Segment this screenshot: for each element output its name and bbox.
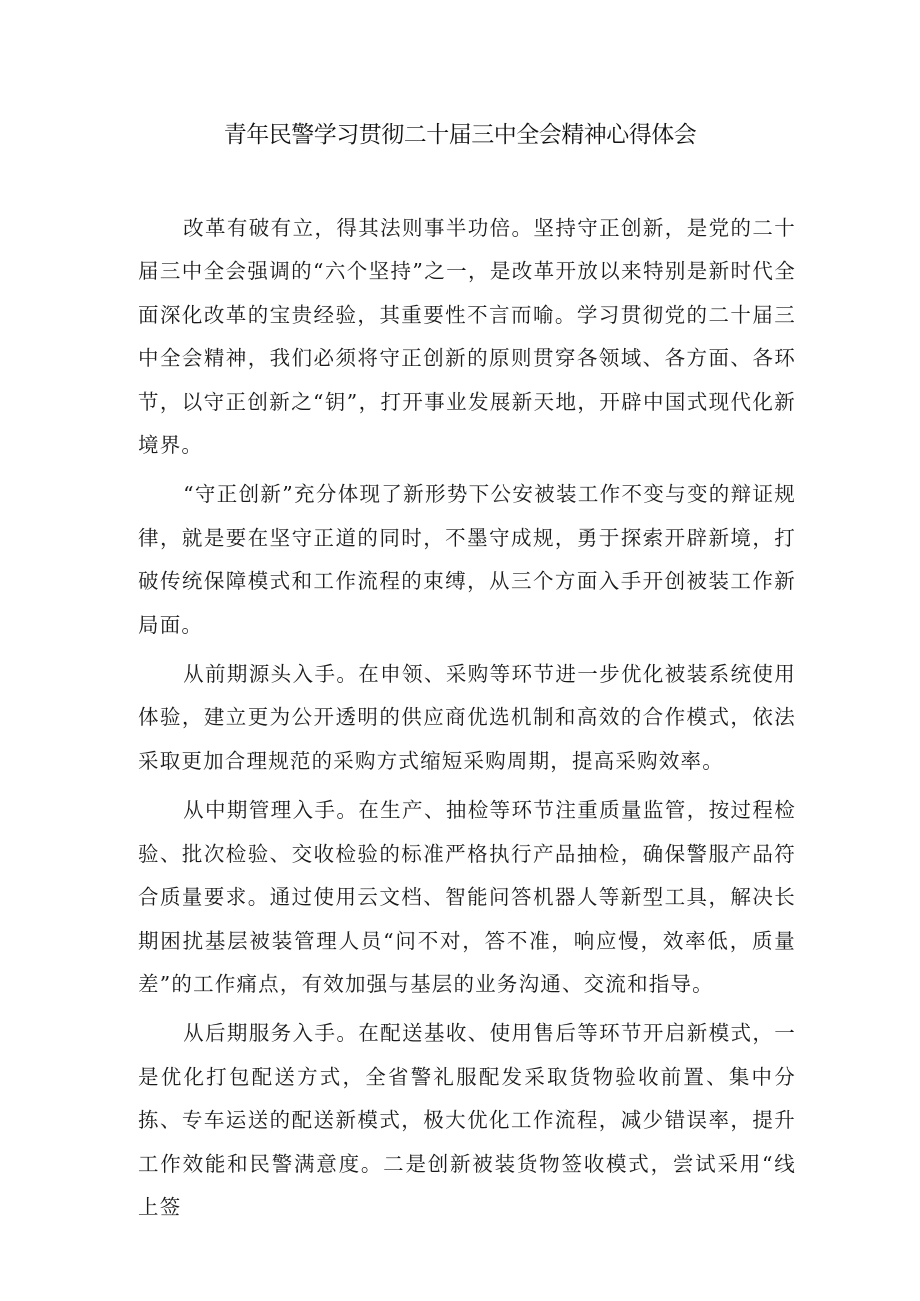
- paragraph-1: 改革有破有立，得其法则事半功倍。坚持守正创新，是党的二十届三中全会强调的“六个坚持”之一，是改革开放以来特别是新时代全面深化改革的宝贵经验，其重要性不言而喻。学习贯彻党的二十届三中全会精神，我们必须将守正创新的原则贯穿各领域、各方面、各环节，以守正创新之“钥”，打开事业发展新天地，开辟中国式现代化新境界。: [138, 216, 796, 458]
- paragraph-2: “守正创新”充分体现了新形势下公安被装工作不变与变的辩证规律，就是要在坚守正道的同时，不墨守成规，勇于探索开辟新境，打破传统保障模式和工作流程的束缚，从三个方面入手开创被装工作新局面。: [138, 482, 796, 637]
- paragraph-5: 从后期服务入手。在配送基收、使用售后等环节开启新模式，一是优化打包配送方式，全省警礼服配发采取货物验收前置、集中分拣、专车运送的配送新模式，极大优化工作流程，减少错误率，提升工作效能和民警满意度。二是创新被装货物签收模式，尝试采用“线上签: [138, 1021, 796, 1219]
- document-title: 青年民警学习贯彻二十届三中全会精神心得体会: [223, 122, 697, 148]
- paragraph-3: 从前期源头入手。在申领、采购等环节进一步优化被装系统使用体验，建立更为公开透明的供应商优选机制和高效的合作模式，依法采取更加合理规范的采购方式缩短采购周期，提高采购效率。: [138, 662, 796, 773]
- document-body: [138, 207, 796, 1235]
- paragraph-4: 从中期管理入手。在生产、抽检等环节注重质量监管，按过程检验、批次检验、交收检验的标准严格执行产品抽检，确保警服产品符合质量要求。通过使用云文档、智能问答机器人等新型工具，解决长期困扰基层被装管理人员“问不对，答不准，响应慢，效率低，质量差”的工作痛点，有效加强与基层的业务沟通、交流和指导。: [138, 798, 796, 996]
